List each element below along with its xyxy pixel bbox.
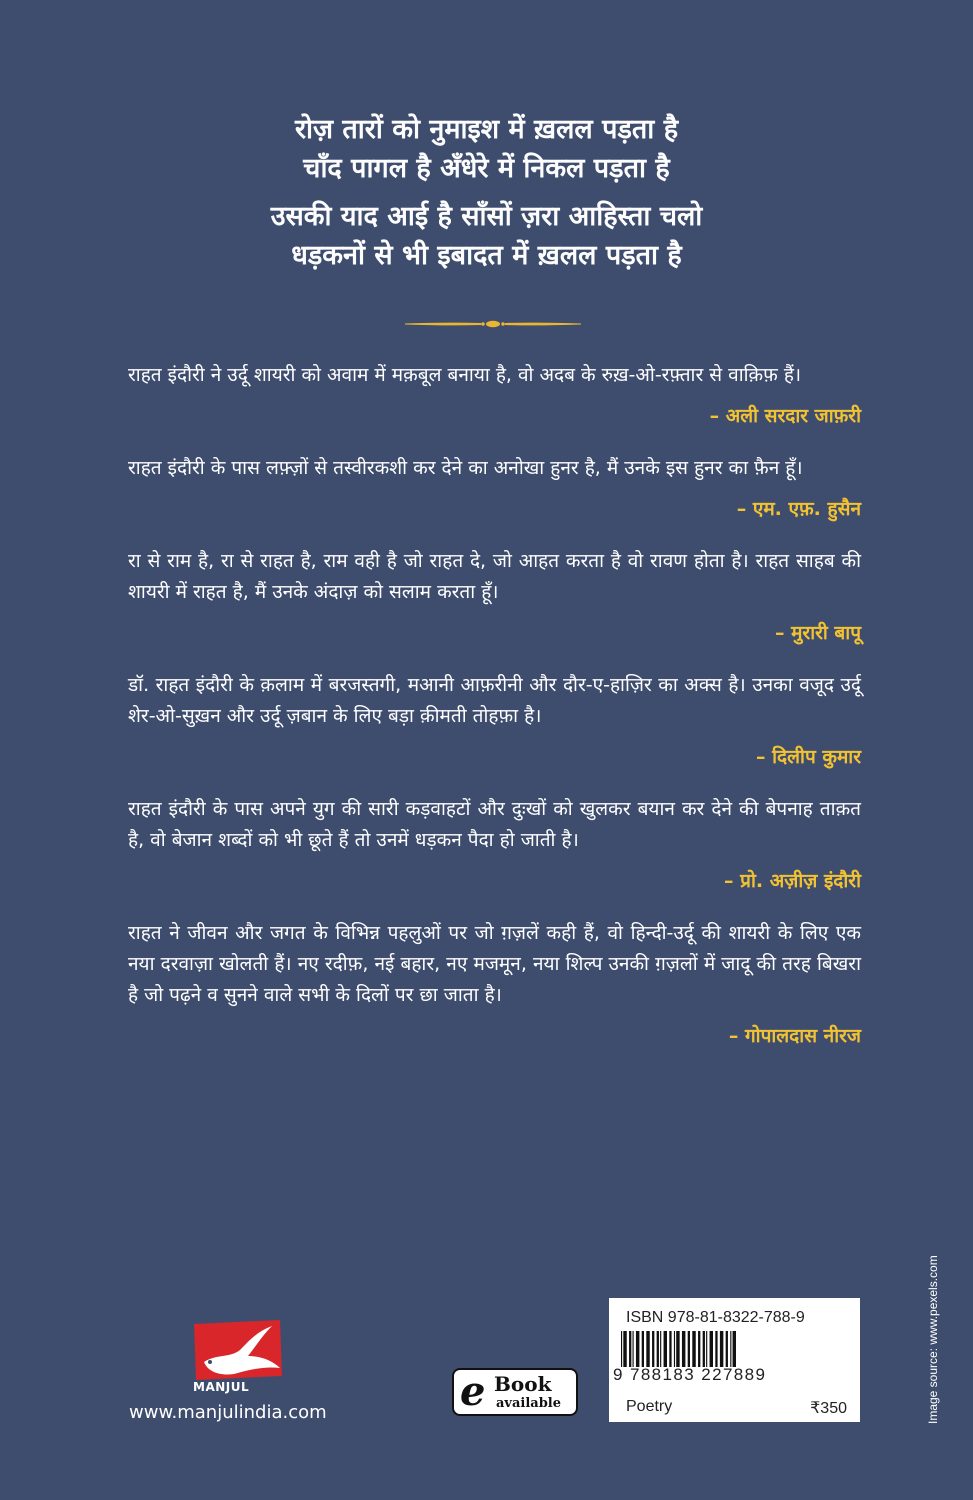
- barcode-bar: [664, 1331, 667, 1367]
- barcode-bar: [642, 1331, 644, 1367]
- couplet-line: उसकी याद आई है साँसों ज़रा आहिस्ता चलो: [270, 201, 703, 232]
- barcode-bar: [715, 1331, 717, 1367]
- couplet-line: चाँद पागल है अँधेरे में निकल पड़ता है: [303, 153, 670, 184]
- testimonial-text: राहत इंदौरी के पास लफ़्ज़ों से तस्वीरकशी कर देने का अनोखा हुनर है, मैं उनके इस हुनर का फ़ैन हूँ।: [128, 457, 803, 479]
- publisher-website: www.manjulindia.com: [129, 1402, 327, 1423]
- testimonial: [128, 360, 861, 429]
- barcode-bars: [619, 1331, 849, 1367]
- testimonial-author: – मुरारी बापू: [774, 622, 861, 644]
- barcode-bar: [726, 1331, 728, 1367]
- testimonial-author: – प्रो. अज़ीज़ इंदौरी: [724, 870, 861, 892]
- image-source-credit: Image source: www.pexels.com: [926, 1255, 940, 1424]
- barcode-bar: [646, 1331, 649, 1367]
- barcode-bar: [657, 1331, 659, 1367]
- isbn-text: ISBN 978-81-8322-788-9: [626, 1309, 805, 1326]
- ebook-e-glyph: e: [460, 1368, 486, 1415]
- couplets: [0, 110, 973, 275]
- barcode-bar: [720, 1331, 723, 1367]
- testimonial: [128, 918, 861, 1049]
- testimonial-author: – एम. एफ़. हुसैन: [736, 498, 861, 520]
- barcode-bar: [676, 1331, 679, 1367]
- barcode-bar: [652, 1331, 654, 1367]
- ebook-available-badge: [452, 1368, 578, 1416]
- barcode-bar: [703, 1331, 705, 1367]
- testimonial-text: राहत इंदौरी के पास अपने युग की सारी कड़वाहटों और दुःखों को खुलकर बयान कर देने की बेपनाह ताक़त है, वो बेजान शब्दों को भी छूते हैं तो उनमें धड़कन पैदा हो जाती है।: [128, 798, 861, 851]
- couplet-line: धड़कनों से भी इबादत में ख़लल पड़ता है: [291, 240, 682, 271]
- couplet: [0, 197, 973, 275]
- barcode-bar: [710, 1331, 713, 1367]
- testimonial: [128, 794, 861, 894]
- testimonial-author: – अली सरदार जाफ़री: [709, 405, 861, 427]
- testimonial: [128, 546, 861, 646]
- barcode-bar: [629, 1331, 631, 1367]
- barcode-bar: [636, 1331, 639, 1367]
- barcode-bar: [706, 1331, 707, 1367]
- barcode-box: [609, 1298, 860, 1422]
- publisher-name: MANJUL: [193, 1380, 250, 1394]
- ornament-divider: [403, 314, 583, 334]
- testimonial-text: रा से राम है, रा से राहत है, राम वही है जो राहत दे, जो आहत करता है वो रावण होता है। राहत साहब की शायरी में राहत है, मैं उनके अंदाज़ को सलाम करता हूँ।: [128, 550, 861, 603]
- testimonials: [128, 360, 861, 1073]
- barcode-bar: [669, 1331, 671, 1367]
- couplet: [0, 110, 973, 188]
- barcode-bar: [633, 1331, 634, 1367]
- barcode-bar: [621, 1331, 622, 1367]
- testimonial-author: – गोपालदास नीरज: [728, 1025, 861, 1047]
- barcode-bar: [698, 1331, 700, 1367]
- ebook-book-label: Book: [494, 1372, 552, 1396]
- testimonial-text: डॉ. राहत इंदौरी के क़लाम में बरजस्तगी, मआनी आफ़रीनी और दौर-ए-हाज़िर का अक्स है। उनका वजूद उर्दू शेर-ओ-सुख़न और उर्दू ज़बान के लिए बड़ा क़ीमती तोहफ़ा है।: [128, 674, 861, 727]
- barcode-bar: [674, 1331, 675, 1367]
- barcode-bar: [733, 1331, 736, 1367]
- genre-label: Poetry: [626, 1398, 673, 1415]
- testimonial-text: राहत ने जीवन और जगत के विभिन्न पहलुओं पर जो ग़ज़लें कही हैं, वो हिन्दी-उर्दू की शायरी के लिए एक नया दरवाज़ा खोलती हैं। नए रदीफ़, नई बहार, नए मजमून, नया शिल्प उनकी ग़ज़लों में जादू की तरह बिखरा है जो पढ़ने व सुनने वाले सभी के दिलों पर छा जाता है।: [128, 922, 861, 1006]
- barcode-digits: 9 788183 227889: [613, 1365, 767, 1384]
- barcode-bar: [692, 1331, 695, 1367]
- ebook-available-label: available: [496, 1396, 561, 1411]
- barcode-bar: [688, 1331, 690, 1367]
- barcode-bar: [623, 1331, 626, 1367]
- barcode-bar: [682, 1331, 685, 1367]
- testimonial: [128, 453, 861, 522]
- couplet-line: रोज़ तारों को नुमाइश में ख़लल पड़ता है: [294, 114, 679, 145]
- barcode-bar: [660, 1331, 661, 1367]
- testimonial-author: – दिलीप कुमार: [756, 746, 861, 768]
- barcode-bar: [730, 1331, 731, 1367]
- testimonial-text: राहत इंदौरी ने उर्दू शायरी को अवाम में मक़बूल बनाया है, वो अदब के रुख़-ओ-रफ़्तार से वाक़िफ़ हैं।: [128, 364, 802, 386]
- price-label: ₹350: [810, 1400, 847, 1417]
- testimonial: [128, 670, 861, 770]
